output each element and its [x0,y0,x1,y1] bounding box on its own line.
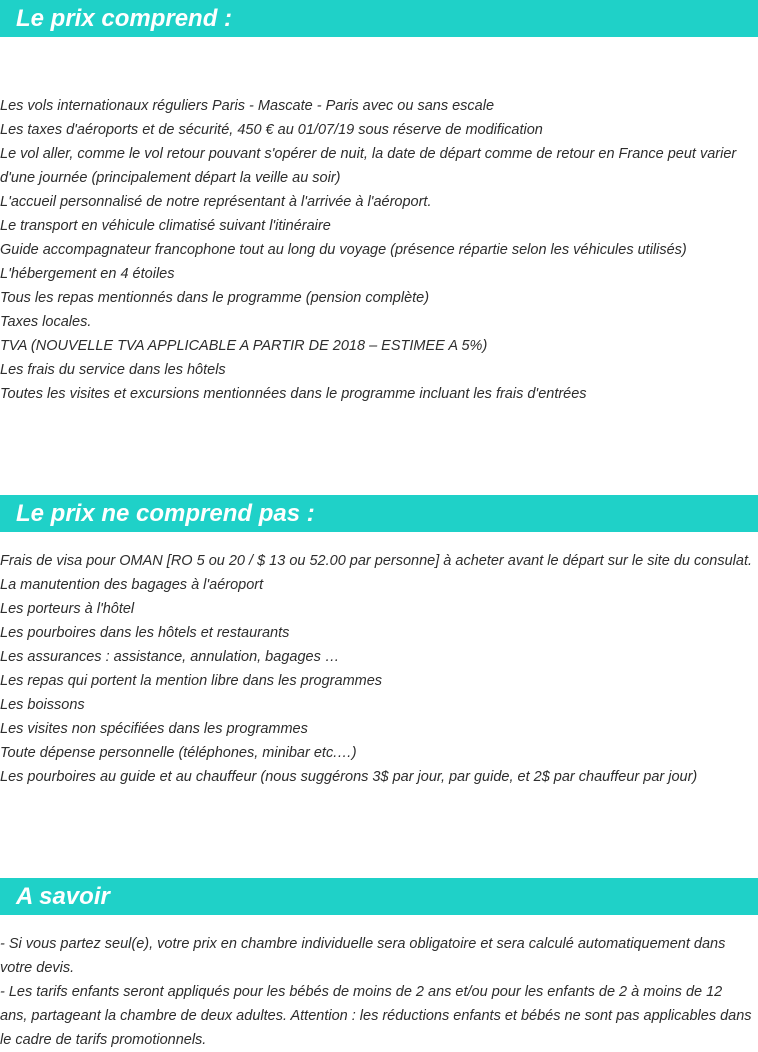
section-header-included [0,0,758,37]
list-item: TVA (NOUVELLE TVA APPLICABLE A PARTIR DE 2018 – ESTIMEE A 5%) [0,338,488,354]
list-item: Les frais du service dans les hôtels [0,362,226,378]
list-item: Toutes les visites et excursions mentionnées dans le programme incluant les frais d'entrées [0,386,587,402]
list-item: La manutention des bagages à l'aéroport [0,577,264,593]
good-to-know-body [0,932,752,1052]
list-item: Les repas qui portent la mention libre dans les programmes [0,673,383,689]
section-header-not-included [0,495,758,532]
list-item: Le transport en véhicule climatisé suivant l'itinéraire [0,218,331,234]
list-item: Les visites non spécifiées dans les programmes [0,721,308,737]
list-item: Les taxes d'aéroports et de sécurité, 450 € au 01/07/19 sous réserve de modification [0,122,543,138]
included-list [0,94,758,406]
list-item: Les boissons [0,697,85,713]
info-paragraph: - Si vous partez seul(e), votre prix en chambre individuelle sera obligatoire et sera calculé automatiquement dans votre devis. [0,936,726,976]
list-item: L'hébergement en 4 étoiles [0,266,175,282]
section-title: A savoir [16,883,110,910]
list-item: Le vol aller, comme le vol retour pouvant s'opérer de nuit, la date de départ comme de retour en France peut varier d'une journée (principalement départ la veille au soir) [0,146,737,186]
list-item: Frais de visa pour OMAN [RO 5 ou 20 / $ 13 ou 52.00 par personne] à acheter avant le départ sur le site du consulat. [0,553,753,569]
section-title: Le prix comprend : [16,5,233,32]
list-item: Les pourboires dans les hôtels et restaurants [0,625,290,641]
list-item: Les vols internationaux réguliers Paris - Mascate - Paris avec ou sans escale [0,98,495,114]
list-item: Les porteurs à l'hôtel [0,601,135,617]
list-item: Les assurances : assistance, annulation, bagages … [0,649,340,665]
list-item: Tous les repas mentionnés dans le programme (pension complète) [0,290,430,306]
list-item: Les pourboires au guide et au chauffeur (nous suggérons 3$ par jour, par guide, et 2$ par chauffeur par jour) [0,769,698,785]
not-included-list [0,549,758,789]
info-paragraph: - Les tarifs enfants seront appliqués pour les bébés de moins de 2 ans et/ou pour les enfants de 2 à moins de 12 ans, partageant la chambre de deux adultes. Attention : les réductions enfants et bébés ne sont pas applicables dans le cadre de tarifs promotionnels. [0,984,752,1048]
list-item: L'accueil personnalisé de notre représentant à l'arrivée à l'aéroport. [0,194,432,210]
list-item: Taxes locales. [0,314,92,330]
list-item: Guide accompagnateur francophone tout au long du voyage (présence répartie selon les véhicules utilisés) [0,242,687,258]
section-header-good-to-know [0,878,758,915]
section-title: Le prix ne comprend pas : [16,500,315,527]
list-item: Toute dépense personnelle (téléphones, minibar etc.…) [0,745,357,761]
